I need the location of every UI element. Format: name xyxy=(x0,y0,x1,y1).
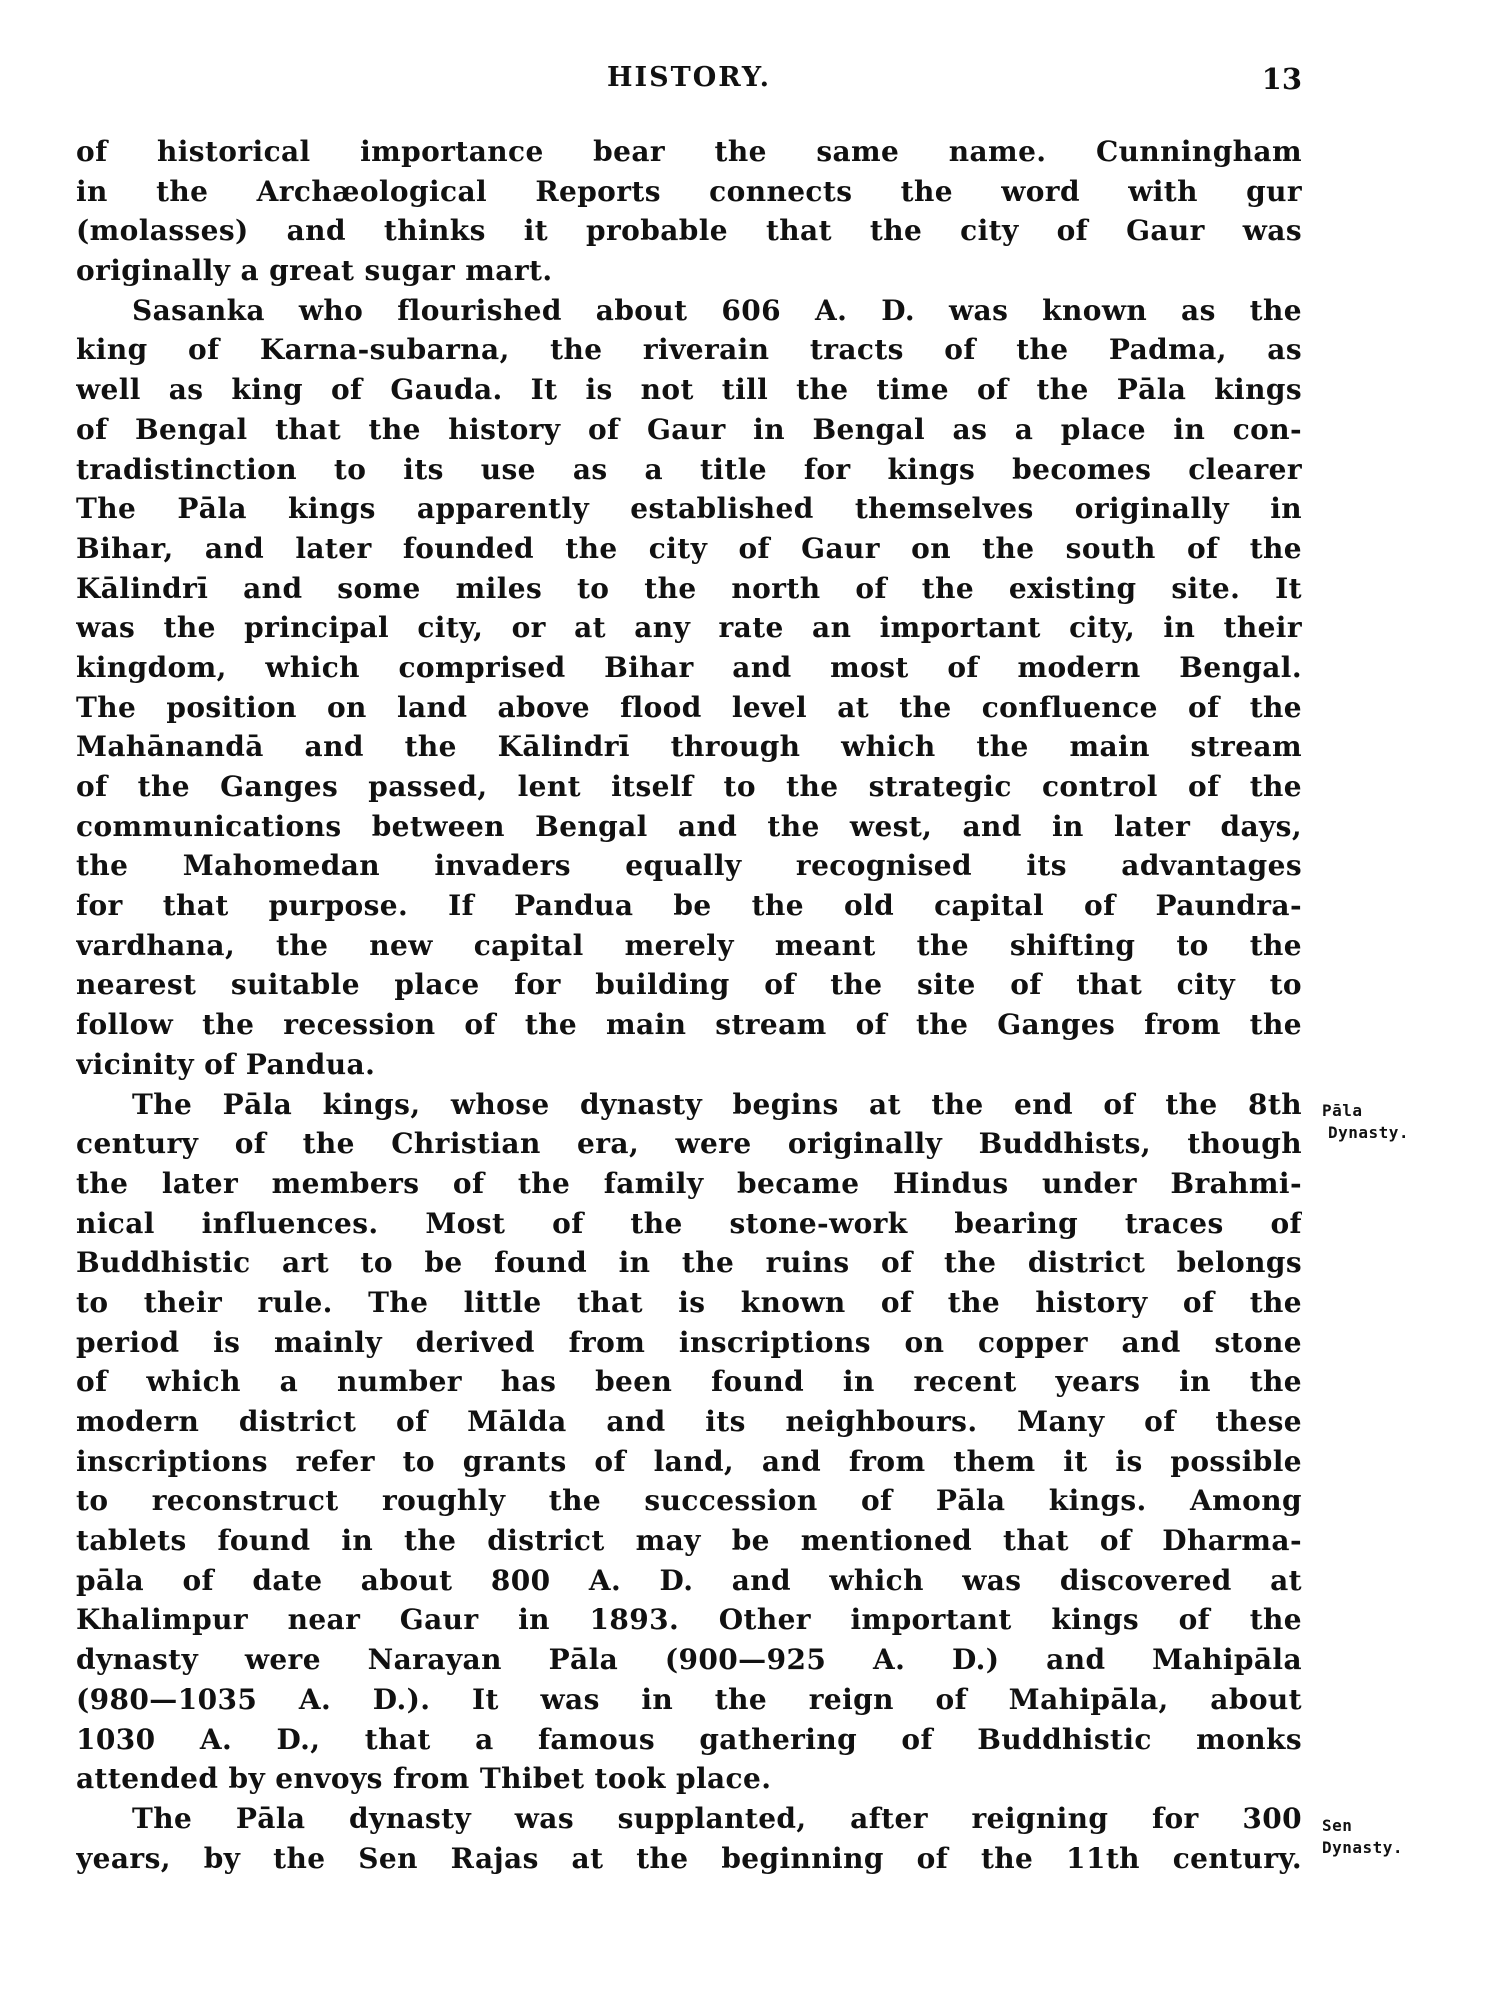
running-title: HISTORY. xyxy=(606,62,772,93)
body-line: well as king of Gauda. It is not till the time of the Pāla kings xyxy=(76,373,1302,407)
page-number: 13 xyxy=(1261,62,1302,96)
body-line: Sasanka who flourished about 606 A. D. was known as the xyxy=(132,293,1302,327)
body-line: 1030 A. D., that a famous gathering of Buddhistic monks xyxy=(76,1722,1302,1756)
body-line: The Pāla dynasty was supplanted, after reigning for 300 xyxy=(132,1801,1302,1835)
body-line: the later members of the family became Hindus under Brahmi- xyxy=(76,1166,1302,1200)
margin-note-sen-dynasty xyxy=(1322,1815,1482,1859)
body-line: Mahānandā and the Kālindrī through which the main stream xyxy=(76,730,1302,764)
body-line: years, by the Sen Rajas at the beginning of the 11th century. xyxy=(76,1841,1302,1875)
body-line: century of the Christian era, were originally Buddhists, though xyxy=(76,1127,1302,1161)
body-line: inscriptions refer to grants of land, and from them it is possible xyxy=(76,1444,1302,1478)
margin-note-line: Sen xyxy=(1322,1816,1353,1835)
body-line: of Bengal that the history of Gaur in Bengal as a place in con- xyxy=(76,412,1302,446)
body-line: vicinity of Pandua. xyxy=(76,1047,376,1081)
body-line: of which a number has been found in recent years in the xyxy=(76,1365,1302,1399)
body-line: The Pāla kings apparently established themselves originally in xyxy=(76,492,1302,526)
body-line: Khalimpur near Gaur in 1893. Other important kings of the xyxy=(76,1603,1302,1637)
body-line: for that purpose. If Pandua be the old capital of Paundra- xyxy=(76,889,1302,923)
body-line: of historical importance bear the same name. Cunningham xyxy=(76,135,1302,168)
body-line: nearest suitable place for building of the site of that city to xyxy=(76,968,1302,1002)
body-line: Bihar, and later founded the city of Gaur on the south of the xyxy=(76,531,1302,565)
body-line: kingdom, which comprised Bihar and most of modern Bengal. xyxy=(76,650,1302,684)
margin-note-line: Pāla xyxy=(1322,1101,1363,1120)
body-line: dynasty were Narayan Pāla (900—925 A. D.) and Mahipāla xyxy=(76,1643,1302,1677)
body-line: follow the recession of the main stream of the Ganges from the xyxy=(76,1008,1302,1042)
body-line: communications between Bengal and the west, and in later days, xyxy=(76,809,1302,843)
body-line: nical influences. Most of the stone-work bearing traces of xyxy=(76,1206,1302,1240)
running-head xyxy=(76,62,1302,102)
body-line: period is mainly derived from inscriptions on copper and stone xyxy=(76,1325,1302,1359)
body-line: attended by envoys from Thibet took place. xyxy=(76,1762,772,1796)
body-line: (molasses) and thinks it probable that the city of Gaur was xyxy=(76,214,1302,248)
body-line: (980—1035 A. D.). It was in the reign of Mahipāla, about xyxy=(76,1682,1302,1716)
body-line: to reconstruct roughly the succession of Pāla kings. Among xyxy=(76,1484,1302,1518)
body-line: was the principal city, or at any rate an important city, in their xyxy=(76,611,1302,645)
margin-note-pala-dynasty xyxy=(1322,1100,1482,1144)
body-line: to their rule. The little that is known of the history of the xyxy=(76,1285,1302,1319)
body-line: pāla of date about 800 A. D. and which was discovered at xyxy=(76,1563,1302,1597)
body-line: modern district of Mālda and its neighbours. Many of these xyxy=(76,1405,1302,1438)
body-text xyxy=(76,132,1302,1878)
body-line: tradistinction to its use as a title for kings becomes clearer xyxy=(76,452,1302,486)
body-line: originally a great sugar mart. xyxy=(76,254,553,288)
body-line: the Mahomedan invaders equally recognised its advantages xyxy=(76,849,1302,883)
body-line: in the Archæological Reports connects the word with gur xyxy=(76,174,1302,208)
margin-note-line: Dynasty. xyxy=(1328,1123,1410,1142)
body-line: vardhana, the new capital merely meant the shifting to the xyxy=(76,928,1302,962)
body-line: Kālindrī and some miles to the north of the existing site. It xyxy=(76,571,1302,605)
body-line: king of Karna-subarna, the riverain tracts of the Padma, as xyxy=(76,333,1302,367)
body-line: tablets found in the district may be mentioned that of Dharma- xyxy=(76,1524,1302,1558)
body-line: Buddhistic art to be found in the ruins of the district belongs xyxy=(76,1246,1302,1280)
body-line: The Pāla kings, whose dynasty begins at the end of the 8th xyxy=(132,1087,1302,1121)
margin-note-line: Dynasty. xyxy=(1322,1838,1404,1857)
body-line: The position on land above flood level at the confluence of the xyxy=(76,690,1302,724)
body-line: of the Ganges passed, lent itself to the strategic control of the xyxy=(76,770,1302,803)
